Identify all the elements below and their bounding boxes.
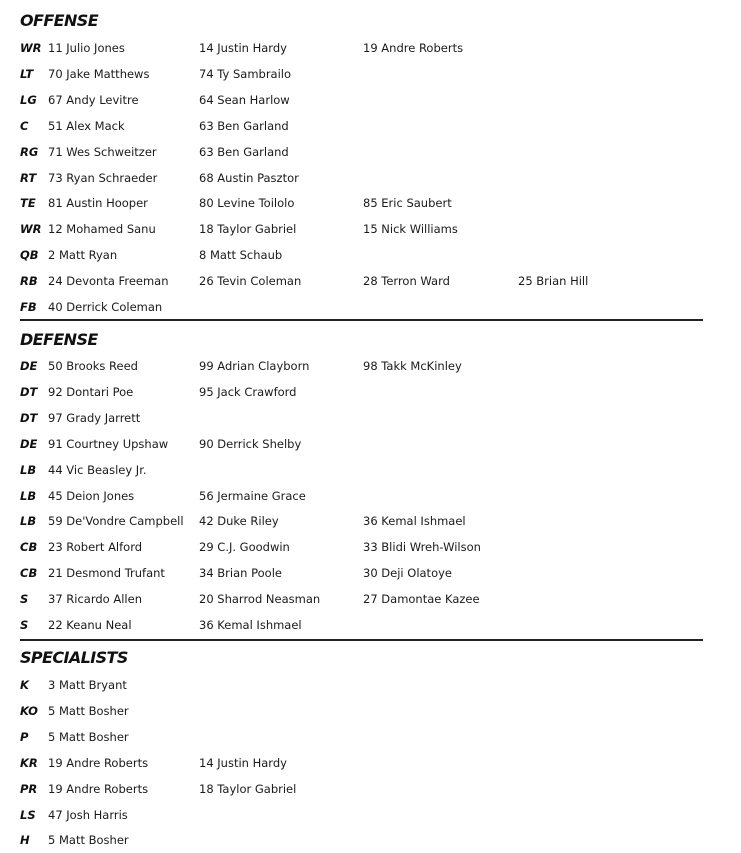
player-entry: 63 Ben Garland xyxy=(199,144,289,159)
depth-row xyxy=(20,67,703,87)
position-label: LB xyxy=(20,488,37,503)
player-entry: 59 De'Vondre Campbell xyxy=(48,514,184,529)
position-label: RB xyxy=(20,274,38,289)
depth-row xyxy=(20,592,703,612)
player-entry: 36 Kemal Ishmael xyxy=(199,618,302,632)
player-entry: 92 Dontari Poe xyxy=(48,384,134,399)
player-entry: 27 Damontae Kazee xyxy=(363,592,480,607)
player-entry: 29 C.J. Goodwin xyxy=(199,540,290,555)
position-label: H xyxy=(20,833,30,848)
depth-row xyxy=(20,171,703,191)
position-label: FB xyxy=(20,300,37,314)
player-entry: 97 Grady Jarrett xyxy=(48,410,141,425)
player-entry: 73 Ryan Schraeder xyxy=(48,170,158,185)
player-entry: 33 Blidi Wreh-Wilson xyxy=(363,540,481,555)
position-label: WR xyxy=(20,222,42,237)
player-entry: 42 Duke Riley xyxy=(199,514,279,529)
player-entry: 19 Andre Roberts xyxy=(48,781,149,796)
depth-row xyxy=(20,730,703,750)
player-entry: 67 Andy Levitre xyxy=(48,92,139,107)
player-entry: 23 Robert Alford xyxy=(48,540,143,555)
player-entry: 19 Andre Roberts xyxy=(363,41,464,55)
player-entry: 45 Deion Jones xyxy=(48,488,135,503)
player-entry: 90 Derrick Shelby xyxy=(199,436,302,451)
section-title-offense: OFFENSE xyxy=(20,11,99,30)
position-label: C xyxy=(20,118,29,133)
position-label: WR xyxy=(20,41,42,55)
player-entry: 5 Matt Bosher xyxy=(48,703,129,718)
depth-row xyxy=(20,222,703,242)
depth-row xyxy=(20,145,703,165)
player-entry: 21 Desmond Trufant xyxy=(48,566,165,581)
depth-row xyxy=(20,678,703,698)
depth-row xyxy=(20,119,703,139)
depth-row xyxy=(20,566,703,586)
depth-row xyxy=(20,463,703,483)
position-label: DE xyxy=(20,359,38,373)
position-label: LG xyxy=(20,92,37,107)
position-label: LT xyxy=(20,66,34,81)
depth-row xyxy=(20,41,703,61)
player-entry: 2 Matt Ryan xyxy=(48,248,118,263)
position-label: P xyxy=(20,729,29,744)
player-entry: 15 Nick Williams xyxy=(363,222,458,237)
position-label: PR xyxy=(20,781,38,796)
depth-row xyxy=(20,93,703,113)
player-entry: 51 Alex Mack xyxy=(48,118,125,133)
player-entry: 14 Justin Hardy xyxy=(199,755,287,770)
player-entry: 64 Sean Harlow xyxy=(199,92,290,107)
player-entry: 44 Vic Beasley Jr. xyxy=(48,462,147,477)
player-entry: 91 Courtney Upshaw xyxy=(48,436,169,451)
player-entry: 11 Julio Jones xyxy=(48,41,125,55)
player-entry: 14 Justin Hardy xyxy=(199,41,287,55)
section-title-defense: DEFENSE xyxy=(20,330,98,349)
position-label: KO xyxy=(20,703,38,718)
depth-row xyxy=(20,489,703,509)
player-entry: 56 Jermaine Grace xyxy=(199,488,306,503)
depth-row xyxy=(20,808,703,828)
depth-row xyxy=(20,782,703,802)
section-title-specialists: SPECIALISTS xyxy=(20,648,128,667)
position-label: KR xyxy=(20,755,38,770)
depth-row xyxy=(20,514,703,534)
player-entry: 3 Matt Bryant xyxy=(48,678,127,692)
position-label: LB xyxy=(20,462,37,477)
player-entry: 68 Austin Pasztor xyxy=(199,170,299,185)
player-entry: 28 Terron Ward xyxy=(363,274,450,289)
player-entry: 30 Deji Olatoye xyxy=(363,566,452,581)
player-entry: 70 Jake Matthews xyxy=(48,66,150,81)
player-entry: 63 Ben Garland xyxy=(199,118,289,133)
player-entry: 50 Brooks Reed xyxy=(48,359,138,373)
player-entry: 80 Levine Toilolo xyxy=(199,196,295,211)
position-label: QB xyxy=(20,248,39,263)
position-label: S xyxy=(20,618,29,632)
position-label: S xyxy=(20,592,29,607)
position-label: CB xyxy=(20,540,38,555)
depth-row xyxy=(20,833,703,853)
position-label: DT xyxy=(20,384,38,399)
player-entry: 22 Keanu Neal xyxy=(48,618,132,632)
player-entry: 25 Brian Hill xyxy=(518,274,589,289)
depth-row xyxy=(20,618,703,638)
player-entry: 19 Andre Roberts xyxy=(48,755,149,770)
player-entry: 24 Devonta Freeman xyxy=(48,274,169,289)
position-label: DT xyxy=(20,410,38,425)
player-entry: 71 Wes Schweitzer xyxy=(48,144,157,159)
depth-row xyxy=(20,756,703,776)
position-label: LB xyxy=(20,514,37,529)
player-entry: 18 Taylor Gabriel xyxy=(199,222,297,237)
player-entry: 99 Adrian Clayborn xyxy=(199,359,310,373)
position-label: LS xyxy=(20,807,36,822)
player-entry: 36 Kemal Ishmael xyxy=(363,514,466,529)
player-entry: 5 Matt Bosher xyxy=(48,833,129,848)
position-label: RG xyxy=(20,144,39,159)
depth-row xyxy=(20,385,703,405)
depth-row xyxy=(20,704,703,724)
player-entry: 26 Tevin Coleman xyxy=(199,274,302,289)
depth-row xyxy=(20,300,703,320)
position-label: TE xyxy=(20,196,36,211)
player-entry: 37 Ricardo Allen xyxy=(48,592,142,607)
player-entry: 98 Takk McKinley xyxy=(363,359,462,373)
player-entry: 20 Sharrod Neasman xyxy=(199,592,321,607)
depth-row xyxy=(20,248,703,268)
player-entry: 81 Austin Hooper xyxy=(48,196,148,211)
player-entry: 34 Brian Poole xyxy=(199,566,282,581)
depth-row xyxy=(20,437,703,457)
depth-row xyxy=(20,411,703,431)
position-label: RT xyxy=(20,170,37,185)
depth-row xyxy=(20,540,703,560)
section-divider xyxy=(20,639,703,641)
player-entry: 47 Josh Harris xyxy=(48,807,128,822)
player-entry: 40 Derrick Coleman xyxy=(48,300,163,314)
section-divider xyxy=(20,319,703,321)
player-entry: 74 Ty Sambrailo xyxy=(199,66,292,81)
player-entry: 85 Eric Saubert xyxy=(363,196,452,211)
player-entry: 8 Matt Schaub xyxy=(199,248,283,263)
position-label: DE xyxy=(20,436,38,451)
player-entry: 12 Mohamed Sanu xyxy=(48,222,156,237)
position-label: CB xyxy=(20,566,38,581)
depth-row xyxy=(20,274,703,294)
player-entry: 95 Jack Crawford xyxy=(199,384,297,399)
position-label: K xyxy=(20,678,29,692)
player-entry: 5 Matt Bosher xyxy=(48,729,129,744)
depth-row xyxy=(20,196,703,216)
depth-row xyxy=(20,359,703,379)
player-entry: 18 Taylor Gabriel xyxy=(199,781,297,796)
